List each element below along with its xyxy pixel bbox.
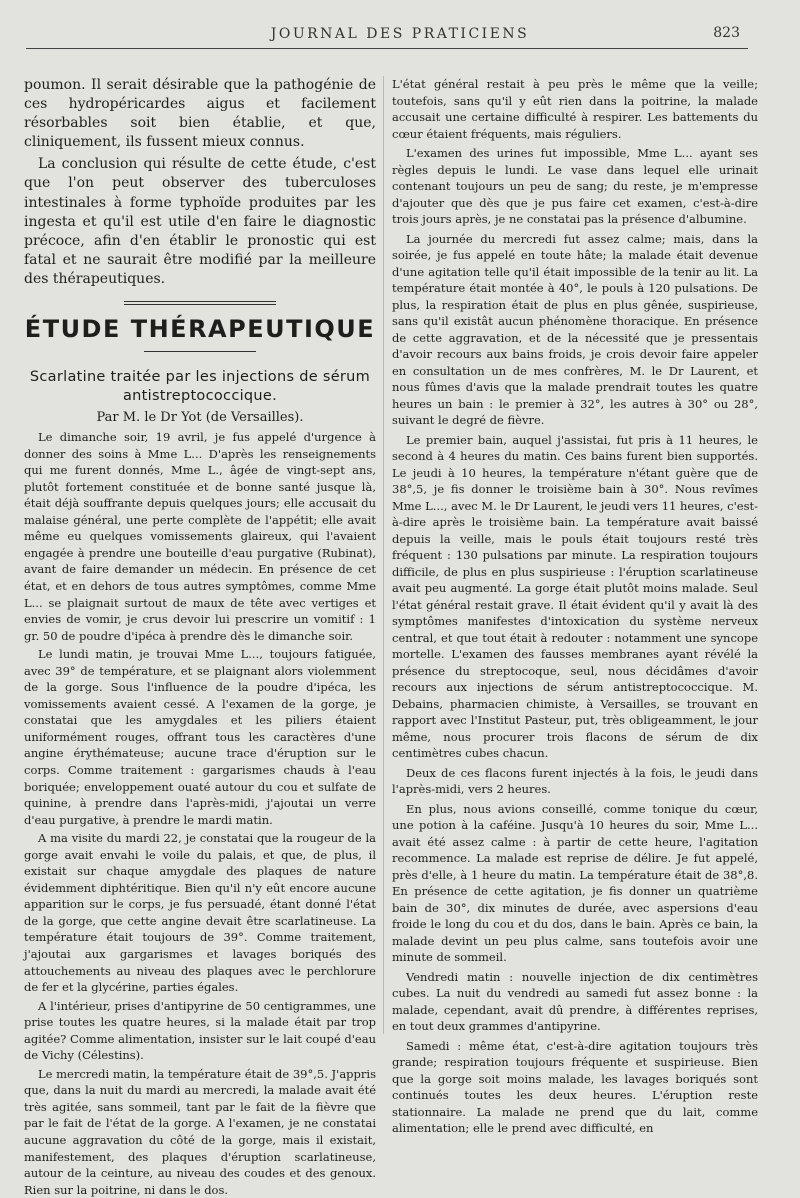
paragraph: Le premier bain, auquel j'assistai, fut pris à 11 heures, le second à 4 heures du matin. Ces bains furent bien supportés. Le jeudi à 10 heures, la température n'étant guère que de 38°,5, je fis donner le troisième bain à 30°. Nous revîmes Mme L..., avec M. le Dr Laurent, le jeudi vers 11 heures, c'est-à-dire après le troisième bain. La température avait baissé depuis la veille, mais le pouls était toujours resté très fréquent : 130 pulsations par minute. La respiration toujours difficile, de plus en plus suspirieuse : l'éruption scarlatineuse avait peu augmenté. La gorge était plutôt moins malade. Seul l'état général restait grave. Il était évident qu'il y avait là des symptômes manifestes d'intoxication du système nerveux central, et que tout était à redouter : notamment une syncope mortelle. L'examen des fausses membranes ayant révélé la présence du streptocoque, seul, nous décidâmes d'avoir recours aux injections de sérum antistreptococcique. M. Debains, pharmacien chimiste, à Versailles, se trouvant en rapport avec l'Institut Pasteur, put, très obligeamment, le jour même, nous procurer trois flacons de sérum de dix centimètres cubes chacun. [392, 432, 758, 760]
paragraph: poumon. Il serait désirable que la pathogénie de ces hydropéricardes aigus et facilement résorbables soit bien établie, et que, cliniquement, ils fussent mieux connus. [24, 77, 376, 151]
paragraph: Le dimanche soir, 19 avril, je fus appelé d'urgence à donner des soins à Mme L... D'après les renseignements qui me furent donnés, Mme L., âgée de vingt-sept ans, plutôt fortement constituée et de bonne santé jusque là, était déjà souffrante depuis quelques jours; elle accusait du malaise général, une perte complète de l'appétit; elle avait même eu quelques vomissements glaireux, qui l'avaient engagée à prendre une bouteille d'eau purgative (Rubinat), avant de faire demander un médecin. En présence de cet état, et en dehors de tous autres symptômes, comme Mme L... se plaignait surtout de maux de tête avec vertiges et envies de vomir, je crus devoir lui prescrire un vomitif : 1 gr. 50 de poudre d'ipéca à prendre dès le dimanche soir. [24, 430, 376, 643]
paragraph: Le mercredi matin, la température était de 39°,5. J'appris que, dans la nuit du mardi au mercredi, la malade avait été très agitée, sans sommeil, tant par le fait de la fièvre que par le fait de l'état de la gorge. A l'examen, je ne constatai aucune aggravation du côté de la gorge, mais il existait, manifestement, des plaques d'éruption scarlatineuse, autour de la ceinture, au niveau des coudes et des genoux. Rien sur la poitrine, ni dans le dos. [24, 1066, 376, 1197]
paragraph: L'examen des urines fut impossible, Mme L... ayant ses règles depuis le lundi. Le vase dans lequel elle urinait contenant toujours un peu de sang; du reste, je m'empresse d'ajouter que dès que je pus faire cet examen, c'est-à-dire trois jours après, je ne constatai pas la présence d'albumine. [392, 146, 758, 226]
divider [144, 351, 256, 352]
column-divider [383, 76, 384, 1034]
running-title: JOURNAL DES PRATICIENS [270, 26, 530, 42]
divider [124, 301, 276, 302]
article-title: Scarlatine traitée par les injections de sérum antistreptococcique. [29, 369, 371, 405]
paragraph: La journée du mercredi fut assez calme; mais, dans la soirée, je fus appelé en toute hâte; la malade était devenue d'une agitation telle qu'il était impossible de la tenir au lit. La température était montée à 40°, le pouls à 120 pulsations. De plus, la respiration était de plus en plus gênée, suspirieuse, sans qu'il existât aucun phénomène thoracique. En présence de cette aggravation, et de la nécessité que je pressentais d'avoir recours aux bains froids, je crois devoir faire appeler en consultation un de mes confrères, M. le Dr Laurent, et nous fûmes d'avis que la malade prendrait toutes les quatre heures un bain : le premier à 32°, les autres à 30° ou 28°, suivant le degré de fièvre. [392, 231, 758, 427]
paragraph: A ma visite du mardi 22, je constatai que la rougeur de la gorge avait envahi le voile du palais, et que, de plus, il existait sur chaque amygdale des plaques de nature évidemment diphtéritique. Bien qu'il n'y eût encore aucune apparition sur le corps, je fus persuadé, étant donné l'état de la gorge, que cette angine devait être scarlatineuse. La température était toujours de 39°. Comme traitement, j'ajoutai aux gargarismes et lavages boriqués des attouchements au niveau des plaques avec le perchlorure de fer et la glycérine, parties égales. [24, 831, 376, 995]
conclusion-paragraph: La conclusion qui résulte de cette étude, c'est que l'on peut observer des tuberculoses intestinales à forme typhoïde produites par les ingesta et qu'il est utile d'en faire le diagnostic précoce, afin d'en établir le pronostic qui est fatal et ne saurait être modifié par la meilleure des thérapeutiques. [24, 156, 376, 287]
byline: Par M. le Dr Yot (de Versailles). [96, 410, 304, 426]
header-rule [26, 48, 748, 49]
divider [124, 304, 276, 305]
paragraph: L'état général restait à peu près le même que la veille; toutefois, sans qu'il y eût rien dans la poitrine, la malade accusait une certaine difficulté à respirer. Les battements du cœur étaient fréquents, mais réguliers. [392, 77, 758, 141]
page-number: 823 [713, 25, 740, 41]
left-column [24, 76, 376, 1197]
paragraph: En plus, nous avions conseillé, comme tonique du cœur, une potion à la caféine. Jusqu'à 10 heures du soir, Mme L... avait été assez calme : à partir de cette heure, l'agitation recommence. La malade est reprise de délire. Je fut appelé, près d'elle, à 1 heure du matin. La température était de 38°,8. En présence de cette agitation, je fis donner un quatrième bain de 30°, dix minutes de durée, avec aspersions d'eau froide le long du cou et du dos, dans le bain. Après ce bain, la malade devint un peu plus calme, sans toutefois avoir une minute de sommeil. [392, 801, 758, 964]
paragraph: Deux de ces flacons furent injectés à la fois, le jeudi dans l'après-midi, vers 2 heures. [392, 765, 758, 796]
section-heading-block [24, 301, 376, 352]
paragraph: Samedi : même état, c'est-à-dire agitation toujours très grande; respiration toujours fréquente et suspirieuse. Bien que la gorge soit moins malade, les lavages boriqués sont continués toutes les deux heures. L'éruption reste stationnaire. La malade ne prend que du lait, comme alimentation; elle le prend avec difficulté, en [392, 1038, 758, 1135]
paragraph: A l'intérieur, prises d'antipyrine de 50 centigrammes, une prise toutes les quatre heures, si la malade était par trop agitée? Comme alimentation, insister sur le lait coupé d'eau de Vichy (Célestins). [24, 998, 376, 1063]
paragraph: Vendredi matin : nouvelle injection de dix centimètres cubes. La nuit du vendredi au samedi fut assez bonne : la malade, cependant, avait dû prendre, à différentes reprises, en tout deux grammes d'antipyrine. [392, 969, 758, 1033]
right-column [392, 76, 758, 1135]
section-title: ÉTUDE THÉRAPEUTIQUE [24, 315, 376, 344]
page-header [0, 22, 800, 50]
paragraph: Le lundi matin, je trouvai Mme L..., toujours fatiguée, avec 39° de température, et se plaignant alors violemment de la gorge. Sous l'influence de la poudre d'ipéca, les vomissements avaient cessé. A l'examen de la gorge, je constatai que les amygdales et les piliers étaient uniformément rouges, offrant tous les caractères d'une angine érythémateuse; aucune trace d'éruption sur le corps. Comme traitement : gargarismes chauds à l'eau boriquée; enveloppement ouaté autour du cou et sulfate de quinine, à prendre dans l'après-midi, j'ajoutai un verre d'eau purgative, à prendre le mardi matin. [24, 647, 376, 827]
